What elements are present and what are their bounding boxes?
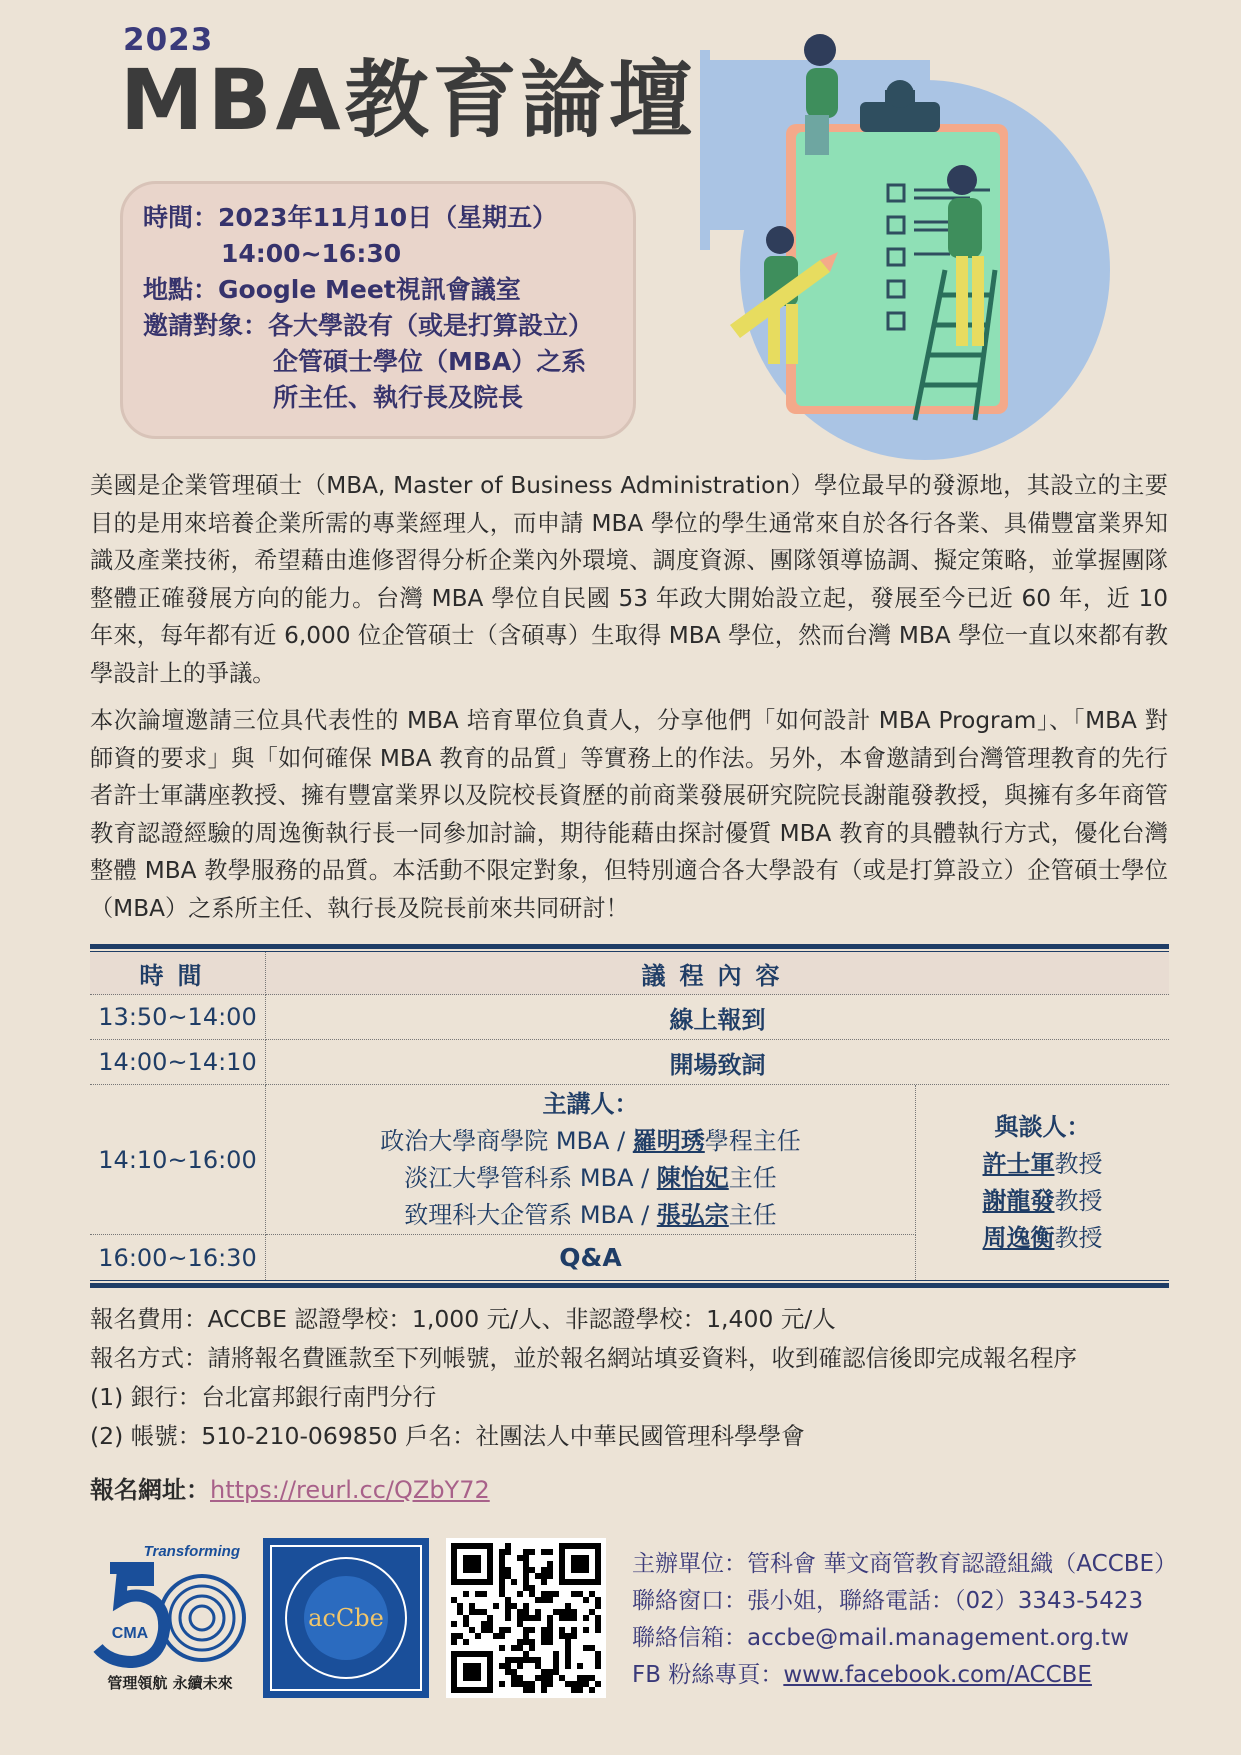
panelist-name: 許士軍 bbox=[982, 1149, 1055, 1178]
accbe-logo bbox=[263, 1538, 429, 1698]
panelists-cell bbox=[916, 1085, 1169, 1280]
accbe-mark: acCbe bbox=[308, 1604, 384, 1632]
clipboard-illustration bbox=[700, 20, 1130, 465]
registration-fee: 報名費用：ACCBE 認證學校：1,000 元/人、非認證學校：1,400 元/人 bbox=[90, 1305, 836, 1333]
info-time: 時間：2023年11月10日（星期五） bbox=[143, 203, 558, 232]
panelist-line: 謝龍發教授 bbox=[982, 1186, 1103, 1215]
agenda-row-time: 13:50~14:00 bbox=[90, 995, 266, 1040]
intro-paragraph-1: 美國是企業管理碩士（MBA, Master of Business Administration）學位最早的發源地，其設立的主要目的是用來培養企業所需的專業經理人，而申請 MBA 學位的學生通常來自於各行各業、具備豐富業界知識及產業技術，希望藉由進修習得分析企業內外環境、調度資源、團隊領導協調、擬定策略，並掌握團隊整體正確發展方向的能力。台灣 MBA 學位自民國 53 年政大開始設立起，發展至今已近 60 年，近 10 年來，每年都有近 6,000 位企管碩士（含碩專）生取得 MBA 學位，然而台灣 MBA 學位一直以來都有教學設計上的爭議。 bbox=[90, 472, 1168, 687]
intro-paragraph-2: 本次論壇邀請三位具代表性的 MBA 培育單位負責人，分享他們「如何設計 MBA Program」、「MBA 對師資的要求」與「如何確保 MBA 教育的品質」等實務上的作法。另外，本會邀請到台灣管理教育的先行者許士軍講座教授、擁有豐富業界以及院校長資歷的前商業發展研究院院長謝龍發教授，與擁有多年商管教育認證經驗的周逸衡執行長一同參加討論，期待能藉由探討優質 MBA 教育的具體執行方式，優化台灣整體 MBA 教學服務的品質。本活動不限定對象，但特別適合各大學設有（或是打算設立）企管碩士學位（MBA）之系所主任、執行長及院長前來共同研討！ bbox=[90, 707, 1168, 922]
info-time-range: 14:00~16:30 bbox=[221, 239, 402, 268]
panelist-name: 周逸衡 bbox=[982, 1223, 1055, 1252]
contact-info bbox=[632, 1546, 1177, 1694]
speaker-name: 陳怡妃 bbox=[656, 1163, 729, 1192]
contact-window: 聯絡窗口：張小姐，聯絡電話：（02）3343-5423 bbox=[632, 1588, 1144, 1614]
registration-url-label: 報名網址： bbox=[90, 1476, 210, 1504]
panelist-name: 謝龍發 bbox=[982, 1186, 1055, 1215]
agenda-header-content: 議程內容 bbox=[266, 952, 1169, 995]
qr-code[interactable] bbox=[446, 1538, 606, 1698]
cma-mark: CMA bbox=[111, 1625, 149, 1642]
speaker-line: 淡江大學管科系 MBA / 陳怡妃主任 bbox=[404, 1163, 777, 1192]
event-title: MBA教育論壇 bbox=[120, 51, 697, 149]
facebook-link[interactable]: www.facebook.com/ACCBE bbox=[783, 1662, 1092, 1688]
organizer: 主辦單位：管科會 華文商管教育認證組織（ACCBE） bbox=[632, 1551, 1178, 1577]
speakers-title: 主講人： bbox=[542, 1089, 639, 1118]
info-target-cont1: 企管碩士學位（MBA）之系 bbox=[273, 347, 587, 376]
cma-50-logo bbox=[90, 1538, 250, 1698]
speaker-name: 張弘宗 bbox=[656, 1200, 729, 1229]
agenda-row-content: 線上報到 bbox=[266, 995, 1169, 1040]
panelist-line: 周逸衡教授 bbox=[982, 1223, 1103, 1252]
agenda-header-time: 時間 bbox=[90, 952, 266, 995]
registration-bank: (1) 銀行：台北富邦銀行南門分行 bbox=[90, 1383, 437, 1411]
registration-account: (2) 帳號：510-210-069850 戶名：社團法人中華民國管理科學學會 bbox=[90, 1422, 805, 1450]
event-info-box bbox=[120, 181, 636, 439]
speaker-line: 致理科大企管系 MBA / 張弘宗主任 bbox=[404, 1200, 777, 1229]
panelist-line: 許士軍教授 bbox=[982, 1149, 1103, 1178]
speaker-name: 羅明琇 bbox=[632, 1126, 705, 1155]
agenda-row-content: Q&A bbox=[266, 1235, 916, 1280]
agenda-row-content: 開場致詞 bbox=[266, 1040, 1169, 1085]
panel-title: 與談人： bbox=[994, 1112, 1091, 1141]
contact-email: 聯絡信箱：accbe@mail.management.org.tw bbox=[632, 1625, 1129, 1651]
speakers-cell bbox=[266, 1085, 916, 1235]
event-year: 2023 bbox=[123, 22, 214, 58]
info-place: 地點：Google Meet視訊會議室 bbox=[143, 275, 521, 304]
facebook-line: FB 粉絲專頁：www.facebook.com/ACCBE bbox=[632, 1662, 1092, 1688]
info-target: 邀請對象：各大學設有（或是打算設立） bbox=[143, 311, 594, 340]
cma-slogan: 管理領航 永續未來 bbox=[107, 1674, 233, 1692]
agenda-row-time: 14:00~14:10 bbox=[90, 1040, 266, 1085]
registration-url-line bbox=[90, 1470, 490, 1505]
agenda-table bbox=[90, 944, 1169, 1288]
cma-tagline: Transforming bbox=[143, 1543, 240, 1560]
registration-info bbox=[90, 1300, 1077, 1456]
registration-url-link[interactable]: https://reurl.cc/QZbY72 bbox=[210, 1476, 490, 1504]
agenda-row-time: 16:00~16:30 bbox=[90, 1235, 266, 1280]
registration-method: 報名方式：請將報名費匯款至下列帳號，並於報名網站填妥資料，收到確認信後即完成報名程序 bbox=[90, 1344, 1077, 1372]
info-target-cont2: 所主任、執行長及院長 bbox=[273, 383, 524, 412]
agenda-row-time: 14:10~16:00 bbox=[90, 1085, 266, 1235]
speaker-line: 政治大學商學院 MBA / 羅明琇學程主任 bbox=[380, 1126, 801, 1155]
